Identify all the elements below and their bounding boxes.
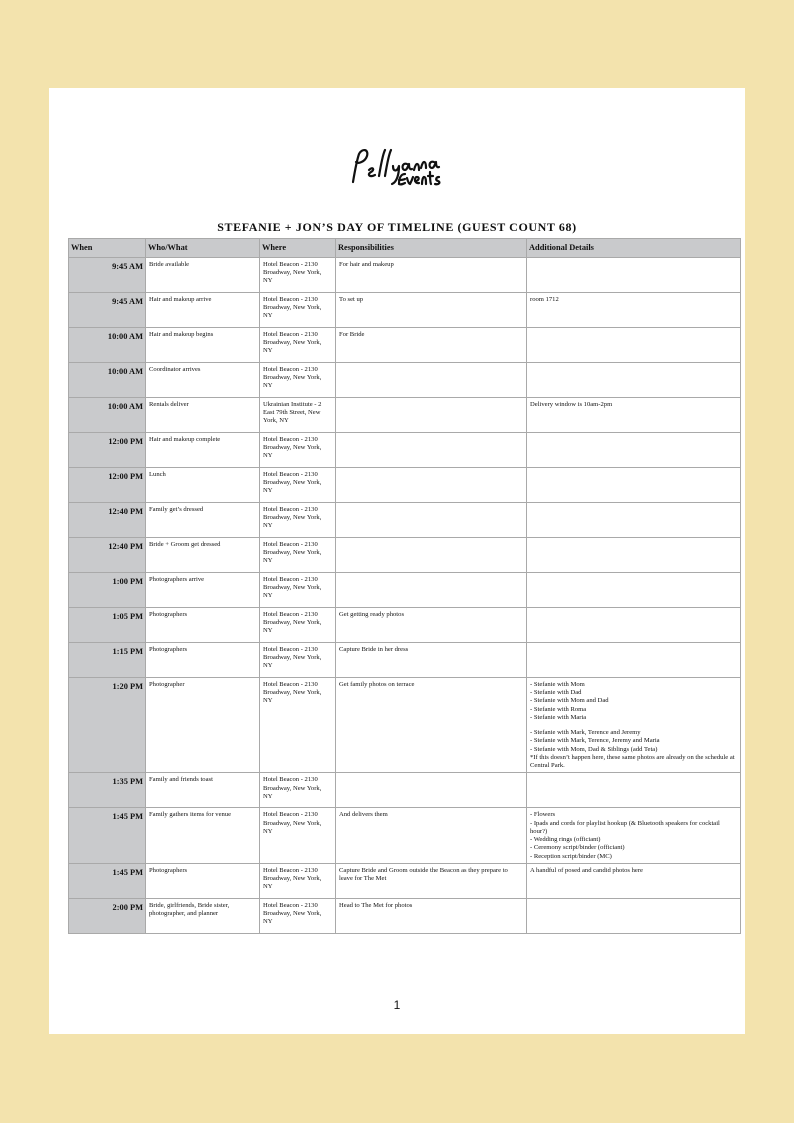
document-page [49,88,745,1034]
cell-where: Hotel Beacon - 2130 Broadway, New York, NY [260,433,336,468]
cell-where: Hotel Beacon - 2130 Broadway, New York, NY [260,863,336,898]
detail-line [530,722,737,729]
table-row [69,678,741,773]
column-header-who-what: Who/What [146,239,260,258]
cell-who-what: Family get’s dressed [146,503,260,538]
cell-responsibilities [336,468,527,503]
cell-who-what: Bride + Groom get dressed [146,538,260,573]
page-number: 1 [393,998,401,1012]
cell-when: 10:00 AM [69,398,146,433]
detail-line: - Stefanie with Dad [530,689,582,697]
cell-who-what: Photographer [146,678,260,773]
detail-line: - Stefanie with Mom and Dad [530,697,609,705]
cell-responsibilities: And delivers them [336,808,527,863]
cell-who-what: Photographers [146,608,260,643]
table-row [69,773,741,808]
cell-when: 9:45 AM [69,293,146,328]
detail-line: - Stefanie with Roma [530,705,587,713]
cell-when: 12:00 PM [69,468,146,503]
cell-responsibilities [336,573,527,608]
cell-responsibilities [336,398,527,433]
cell-when: 1:35 PM [69,773,146,808]
cell-responsibilities [336,503,527,538]
table-row [69,433,741,468]
cell-additional-details [527,293,741,328]
cell-who-what: Photographers [146,643,260,678]
timeline-body [69,258,741,934]
cell-who-what: Photographers arrive [146,573,260,608]
cell-where: Hotel Beacon - 2130 Broadway, New York, NY [260,363,336,398]
cell-where: Ukrainian Institute - 2 East 79th Street, New York, NY [260,398,336,433]
cell-when: 1:45 PM [69,808,146,863]
document-title: STEFANIE + JON’S DAY OF TIMELINE (GUEST COUNT 68) [217,220,577,234]
cell-where: Hotel Beacon - 2130 Broadway, New York, NY [260,608,336,643]
cell-responsibilities [336,773,527,808]
cell-when: 10:00 AM [69,328,146,363]
cell-responsibilities [336,538,527,573]
table-row [69,573,741,608]
cell-when: 2:00 PM [69,898,146,933]
cell-who-what: Lunch [146,468,260,503]
cell-additional-details [527,808,741,863]
column-header-where: Where [260,239,336,258]
cell-who-what: Hair and makeup arrive [146,293,260,328]
detail-line: - Reception script/binder (MC) [530,852,612,860]
cell-who-what: Hair and makeup complete [146,433,260,468]
cell-where: Hotel Beacon - 2130 Broadway, New York, NY [260,898,336,933]
cell-when: 12:40 PM [69,538,146,573]
cell-additional-details [527,363,741,398]
cell-when: 1:00 PM [69,573,146,608]
cell-responsibilities: Head to The Met for photos [336,898,527,933]
table-row [69,363,741,398]
cell-responsibilities: For Bride [336,328,527,363]
column-header-responsibilities: Responsibilities [336,239,527,258]
table-row [69,538,741,573]
table-row [69,258,741,293]
cell-additional-details [527,538,741,573]
cell-where: Hotel Beacon - 2130 Broadway, New York, NY [260,678,336,773]
table-header-row [69,239,741,258]
detail-line: - Stefanie with Mom, Dad & Siblings (add Teta) [530,745,658,753]
detail-line: - Stefanie with Mark, Terence and Jeremy [530,729,641,737]
timeline-table [68,238,741,934]
cell-additional-details [527,898,741,933]
cell-additional-details [527,328,741,363]
table-row [69,503,741,538]
table-row [69,808,741,863]
cell-who-what: Bride, girlfriends, Bride sister, photographer, and planner [146,898,260,933]
table-row [69,643,741,678]
detail-line: - Stefanie with Maria [530,713,587,721]
detail-line: - Ipads and cords for playlist hookup (& Bluetooth speakers for cocktail hour?) [530,819,720,835]
column-header-additional-details: Additional Details [527,239,741,258]
detail-line: - Stefanie with Mark, Terence, Jeremy and Maria [530,737,660,745]
cell-who-what: Hair and makeup begins [146,328,260,363]
detail-line: Delivery window is 10am-2pm [530,401,613,408]
pellyanna-events-logo [345,140,455,192]
cell-where: Hotel Beacon - 2130 Broadway, New York, NY [260,468,336,503]
cell-responsibilities: Capture Bride and Groom outside the Beacon as they prepare to leave for The Met [336,863,527,898]
cell-responsibilities: Get getting ready photos [336,608,527,643]
cell-when: 1:45 PM [69,863,146,898]
cell-who-what: Bride available [146,258,260,293]
cell-additional-details [527,773,741,808]
table-row [69,898,741,933]
cell-responsibilities: Get family photos on terrace [336,678,527,773]
cell-who-what: Photographers [146,863,260,898]
cell-responsibilities: To set up [336,293,527,328]
detail-line: *If this doesn’t happen here, these same photos are already on the schedule at Central Park. [530,753,735,770]
cell-additional-details [527,468,741,503]
cell-responsibilities: For hair and makeup [336,258,527,293]
table-row [69,608,741,643]
cell-where: Hotel Beacon - 2130 Broadway, New York, NY [260,258,336,293]
cell-when: 1:20 PM [69,678,146,773]
cell-where: Hotel Beacon - 2130 Broadway, New York, NY [260,643,336,678]
cell-when: 12:40 PM [69,503,146,538]
table-row [69,863,741,898]
cell-additional-details [527,678,741,773]
cell-responsibilities [336,433,527,468]
cell-additional-details [527,573,741,608]
cell-responsibilities [336,363,527,398]
cell-where: Hotel Beacon - 2130 Broadway, New York, NY [260,538,336,573]
cell-additional-details [527,258,741,293]
cell-responsibilities: Capture Bride in her dress [336,643,527,678]
table-row [69,468,741,503]
cell-additional-details [527,433,741,468]
detail-line: - Stefanie with Mom [530,681,585,688]
table-row [69,398,741,433]
cell-where: Hotel Beacon - 2130 Broadway, New York, NY [260,328,336,363]
detail-line: - Wedding rings (officiant) [530,836,601,844]
cell-where: Hotel Beacon - 2130 Broadway, New York, NY [260,503,336,538]
detail-line: A handful of posed and candid photos here [530,866,643,874]
detail-line: - Ceremony script/binder (officiant) [530,844,625,852]
cell-who-what: Family gathers items for venue [146,808,260,863]
cell-when: 9:45 AM [69,258,146,293]
detail-line: room 1712 [530,296,559,303]
cell-who-what: Rentals deliver [146,398,260,433]
cell-where: Hotel Beacon - 2130 Broadway, New York, NY [260,573,336,608]
cell-when: 12:00 PM [69,433,146,468]
cell-who-what: Family and friends toast [146,773,260,808]
cell-when: 1:05 PM [69,608,146,643]
cell-who-what: Coordinator arrives [146,363,260,398]
cell-additional-details [527,863,741,898]
cell-additional-details [527,503,741,538]
cell-additional-details [527,643,741,678]
column-header-when: When [69,239,146,258]
table-row [69,293,741,328]
cell-additional-details [527,398,741,433]
cell-when: 10:00 AM [69,363,146,398]
cell-where: Hotel Beacon - 2130 Broadway, New York, NY [260,773,336,808]
cell-where: Hotel Beacon - 2130 Broadway, New York, NY [260,808,336,863]
cell-where: Hotel Beacon - 2130 Broadway, New York, NY [260,293,336,328]
logo-script-icon [345,140,455,192]
cell-additional-details [527,608,741,643]
cell-when: 1:15 PM [69,643,146,678]
table-row [69,328,741,363]
detail-line: - Flowers [530,811,556,819]
